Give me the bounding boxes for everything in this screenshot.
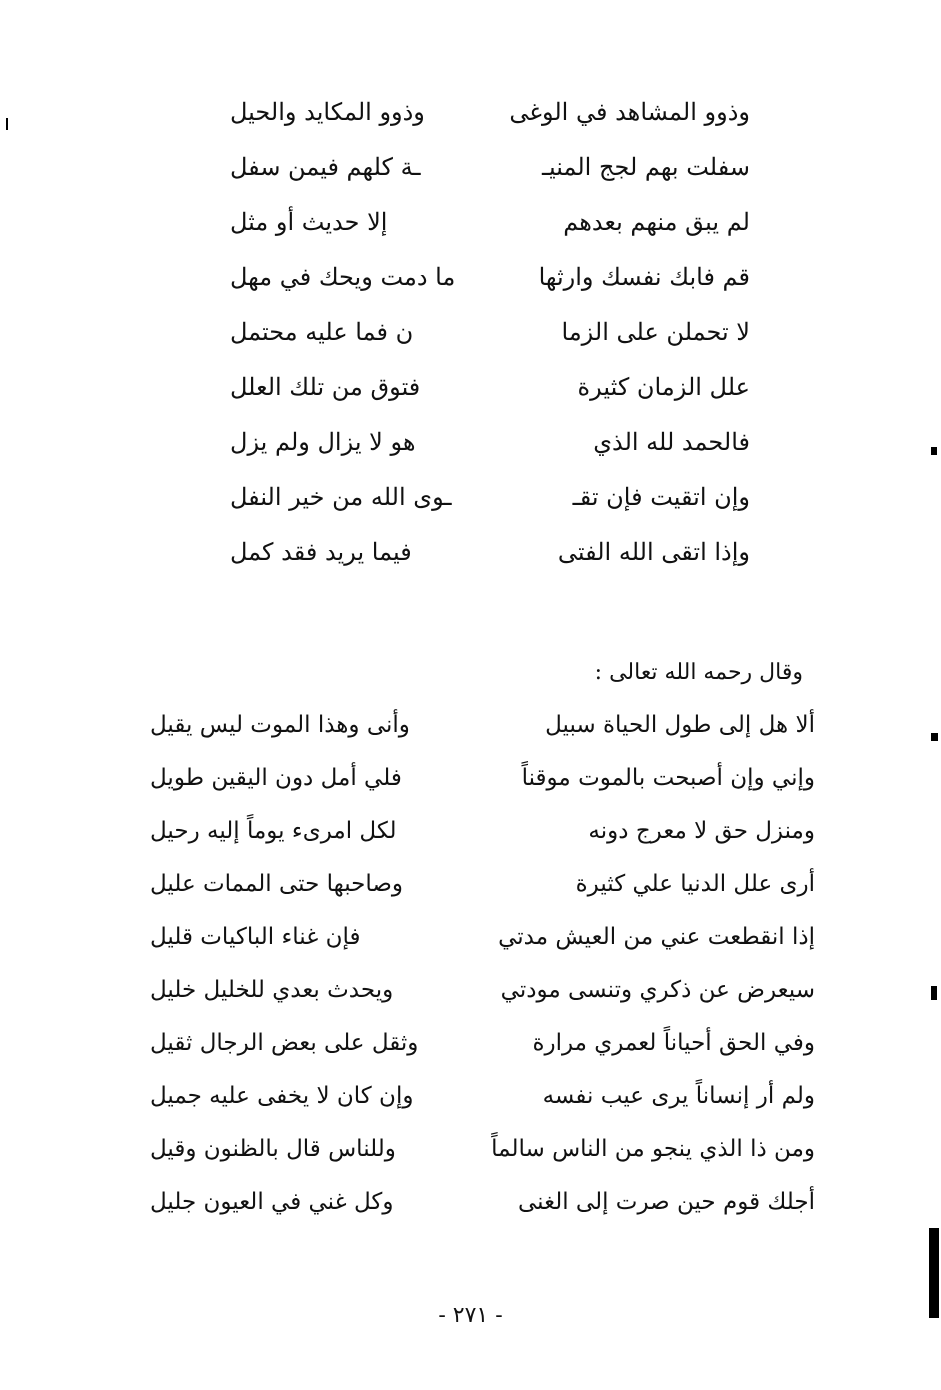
verse <box>150 818 815 871</box>
hemistich-first: قم فابك نفسك وارثها <box>538 263 750 291</box>
verse <box>230 263 750 318</box>
hemistich-second: وكل غني في العيون جليل <box>150 1189 394 1215</box>
hemistich-first: لم يبق منهم بعدهم <box>563 208 750 236</box>
scan-edge-mark <box>931 733 938 741</box>
poem-second <box>150 712 815 1242</box>
hemistich-first: وذوو المشاهد في الوغى <box>509 98 750 126</box>
verse <box>150 871 815 924</box>
verse <box>150 1083 815 1136</box>
hemistich-first: ومنزل حق لا معرج دونه <box>588 818 815 844</box>
hemistich-first: أرى علل الدنيا علي كثيرة <box>575 871 815 897</box>
verse <box>230 483 750 538</box>
verse <box>150 1189 815 1242</box>
hemistich-first: وفي الحق أحياناً لعمري مرارة <box>532 1030 815 1056</box>
hemistich-first: سفلت بهم لجج المنيـ <box>541 153 750 181</box>
verse <box>230 98 750 153</box>
hemistich-second: فلي أمل دون اليقين طويل <box>150 765 402 791</box>
hemistich-second: إلا حديث أو مثل <box>230 208 388 236</box>
scan-edge-mark <box>931 986 937 1000</box>
hemistich-first: لا تحملن على الزما <box>561 318 750 346</box>
hemistich-second: هو لا يزال ولم يزل <box>230 428 416 456</box>
hemistich-first: أجلك قوم حين صرت إلى الغنى <box>518 1189 815 1215</box>
hemistich-second: ويحدث بعدي للخليل خليل <box>150 977 394 1003</box>
hemistich-second: وثقل على بعض الرجال ثقيل <box>150 1030 419 1056</box>
hemistich-first: ولم أر إنساناً يرى عيب نفسه <box>542 1083 815 1109</box>
page-number: - ٢٧١ - <box>438 1303 503 1328</box>
hemistich-first: وإني وإن أصبحت بالموت موقناً <box>521 765 815 791</box>
verse <box>230 153 750 208</box>
verse <box>230 538 750 593</box>
hemistich-first: سيعرض عن ذكري وتنسى مودتي <box>500 977 815 1003</box>
hemistich-second: وأنى وهذا الموت ليس يقيل <box>150 712 410 738</box>
verse <box>150 1030 815 1083</box>
scan-edge-mark <box>931 447 937 455</box>
hemistich-first: ومن ذا الذي ينجو من الناس سالماً <box>491 1136 815 1162</box>
hemistich-second: ـوى الله من خير النفل <box>230 483 452 511</box>
hemistich-second: وذوو المكايد والحيل <box>230 98 425 126</box>
poem-first <box>230 98 750 593</box>
scan-edge-mark <box>6 118 8 130</box>
hemistich-second: لكل امرىء يوماً إليه رحيل <box>150 818 397 844</box>
verse <box>150 924 815 977</box>
hemistich-first: فالحمد لله الذي <box>593 428 750 456</box>
hemistich-second: فتوق من تلك العلل <box>230 373 421 401</box>
verse <box>230 428 750 483</box>
hemistich-first: علل الزمان كثيرة <box>577 373 750 401</box>
hemistich-second: فيما يريد فقد كمل <box>230 538 412 566</box>
verse <box>230 318 750 373</box>
verse <box>150 765 815 818</box>
hemistich-first: وإذا اتقى الله الفتى <box>557 538 750 566</box>
hemistich-second: فإن غناء الباكيات قليل <box>150 924 361 950</box>
hemistich-second: ن فما عليه محتمل <box>230 318 414 346</box>
verse <box>230 373 750 428</box>
hemistich-first: وإن اتقيت فإن تقـ <box>572 483 750 511</box>
hemistich-second: ما دمت ويحك في مهل <box>230 263 456 291</box>
poem-intro-line: وقال رحمه الله تعالى : <box>594 660 803 685</box>
verse <box>150 712 815 765</box>
hemistich-first: إذا انقطعت عني من العيش مدتي <box>498 924 815 950</box>
hemistich-second: وإن كان لا يخفى عليه جميل <box>150 1083 414 1109</box>
hemistich-second: ـة كلهم فيمن سفل <box>230 153 421 181</box>
hemistich-second: وصاحبها حتى الممات عليل <box>150 871 404 897</box>
verse <box>230 208 750 263</box>
verse <box>150 977 815 1030</box>
hemistich-second: وللناس قال بالظنون وقيل <box>150 1136 396 1162</box>
hemistich-first: ألا هل إلى طول الحياة سبيل <box>545 712 815 738</box>
verse <box>150 1136 815 1189</box>
